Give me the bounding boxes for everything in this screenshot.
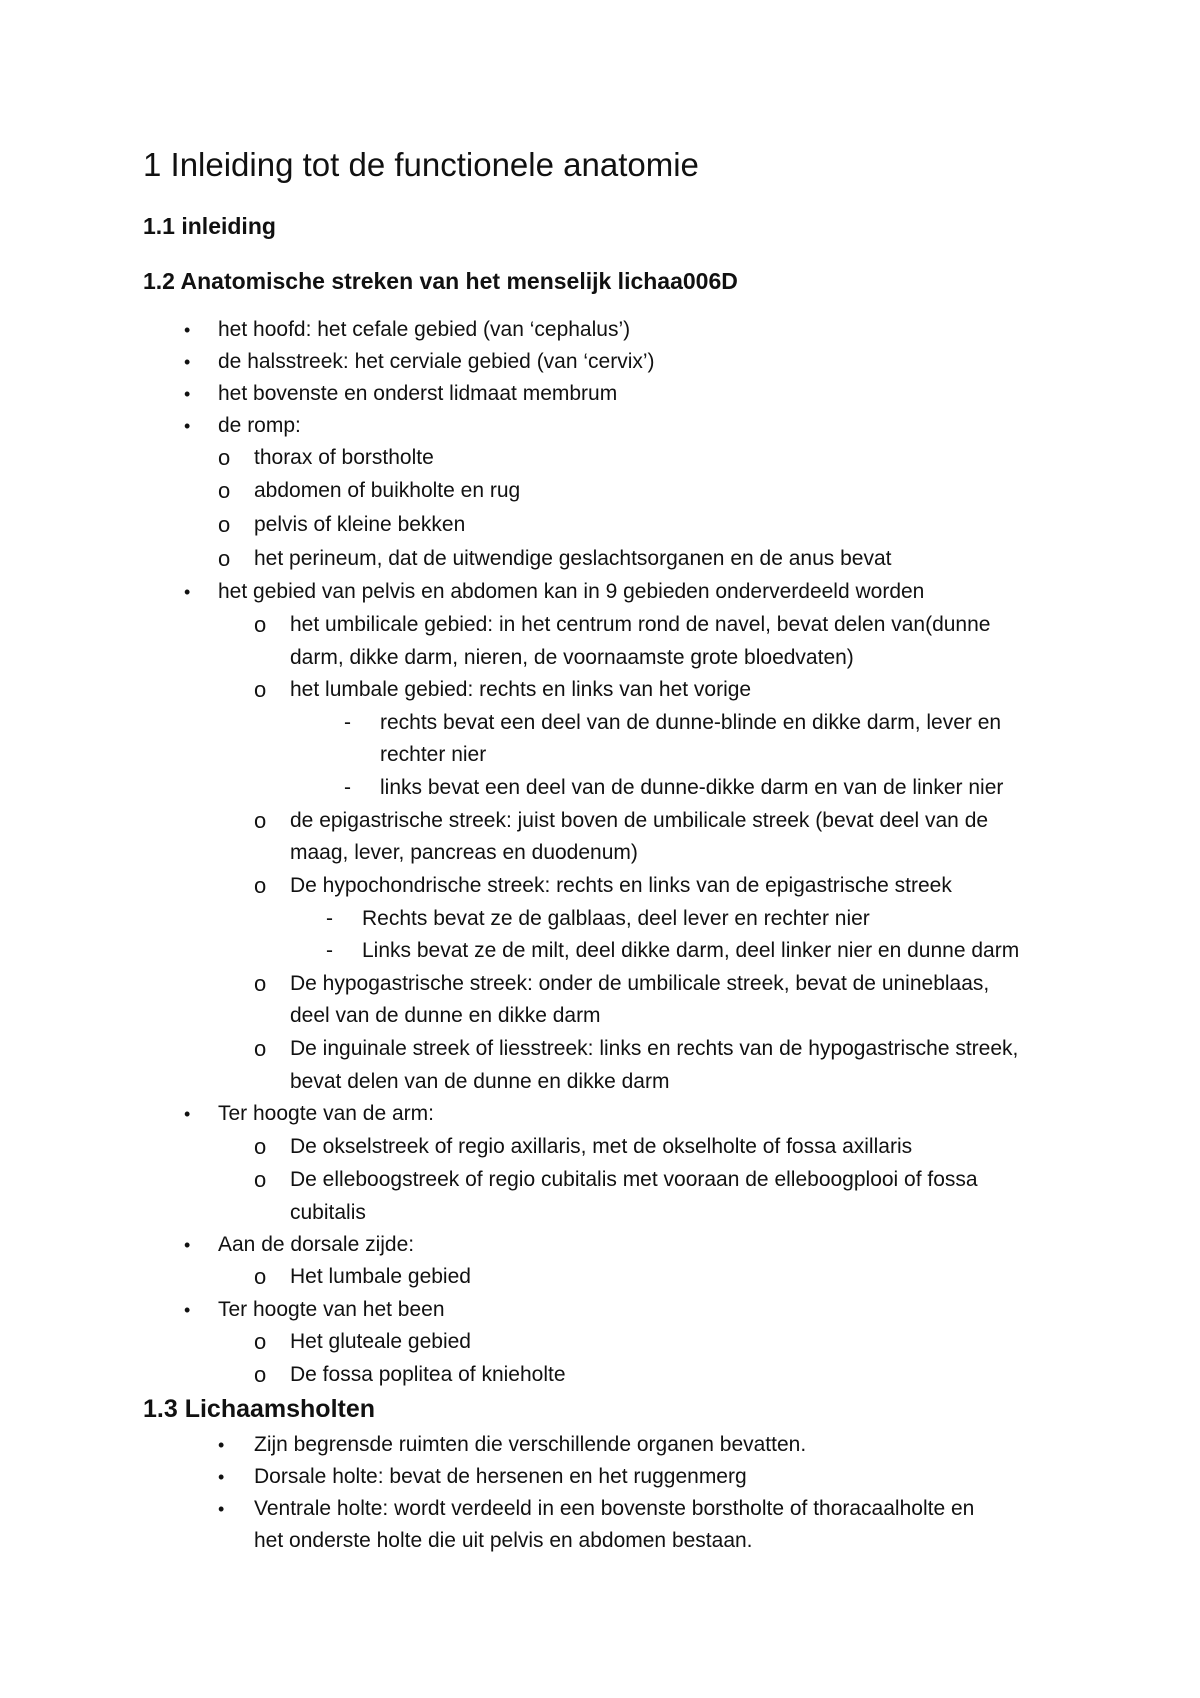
heading-1-3: 1.3 Lichaamsholten [143,1395,376,1423]
list-item: Rechts bevat ze de galblaas, deel lever en rechter nier [362,907,870,930]
circle-marker: o [254,612,267,637]
list-item: De fossa poplitea of knieholte [290,1363,566,1386]
circle-marker: o [218,546,231,571]
circle-marker: o [218,478,231,503]
bullet-marker: • [184,1104,191,1124]
bullet-marker: • [218,1499,225,1519]
list-item: abdomen of buikholte en rug [254,479,521,502]
list-item-continuation: bevat delen van de dunne en dikke darm [290,1070,670,1093]
list-item: De hypochondrische streek: rechts en links van de epigastrische streek [290,874,952,897]
list-item: Links bevat ze de milt, deel dikke darm, deel linker nier en dunne darm [362,939,1020,962]
list-item: De okselstreek of regio axillaris, met de okselholte of fossa axillaris [290,1135,913,1158]
list-item: het gebied van pelvis en abdomen kan in 9 gebieden onderverdeeld worden [218,580,925,603]
list-item: thorax of borstholte [254,446,434,469]
list-item: het umbilicale gebied: in het centrum rond de navel, bevat delen van(dunne [290,613,991,636]
dash-marker: - [344,776,351,799]
list-item: het perineum, dat de uitwendige geslachtsorganen en de anus bevat [254,547,892,570]
list-item-continuation: rechter nier [380,743,487,766]
circle-marker: o [254,1329,267,1354]
list-item: Het gluteale gebied [290,1330,471,1353]
bullet-marker: • [184,320,191,340]
document-title: 1 Inleiding tot de functionele anatomie [143,146,699,183]
list-item: Dorsale holte: bevat de hersenen en het ruggenmerg [254,1465,747,1488]
bullet-marker: • [184,352,191,372]
list-item: Zijn begrensde ruimten die verschillende organen bevatten. [254,1433,807,1456]
circle-marker: o [254,808,267,833]
list-item-continuation: maag, lever, pancreas en duodenum) [290,841,638,864]
bullet-marker: • [218,1435,225,1455]
circle-marker: o [254,873,267,898]
list-item: Het lumbale gebied [290,1265,471,1288]
bullet-marker: • [184,1235,191,1255]
dash-marker: - [326,907,333,930]
list-item: Ter hoogte van het been [218,1298,445,1321]
list-item: de halsstreek: het cerviale gebied (van ‘cervix’) [218,350,655,373]
dash-marker: - [344,711,351,734]
list-item: Ventrale holte: wordt verdeeld in een bovenste borstholte of thoracaalholte en [254,1497,975,1520]
bullet-marker: • [218,1467,225,1487]
list-item: de romp: [218,414,301,437]
circle-marker: o [218,445,231,470]
heading-1-1: 1.1 inleiding [143,213,276,239]
list-item: De hypogastrische streek: onder de umbilicale streek, bevat de unineblaas, [290,972,990,995]
circle-marker: o [254,1362,267,1387]
list-item: Ter hoogte van de arm: [218,1102,434,1125]
list-item-continuation: deel van de dunne en dikke darm [290,1004,601,1027]
circle-marker: o [254,971,267,996]
list-item: De inguinale streek of liesstreek: links en rechts van de hypogastrische streek, [290,1037,1019,1060]
bullet-marker: • [184,384,191,404]
circle-marker: o [254,1036,267,1061]
list-item: rechts bevat een deel van de dunne-blinde en dikke darm, lever en [380,711,1002,734]
list-item: het bovenste en onderst lidmaat membrum [218,382,618,405]
bullet-marker: • [184,1300,191,1320]
bullet-marker: • [184,416,191,436]
list-item: het hoofd: het cefale gebied (van ‘cephalus’) [218,318,631,341]
list-item: De elleboogstreek of regio cubitalis met vooraan de elleboogplooi of fossa [290,1168,978,1191]
bullet-marker: • [184,582,191,602]
list-item: Aan de dorsale zijde: [218,1233,415,1256]
dash-marker: - [326,939,333,962]
list-item-continuation: cubitalis [290,1201,366,1224]
circle-marker: o [254,1264,267,1289]
list-item-continuation: het onderste holte die uit pelvis en abdomen bestaan. [254,1529,753,1552]
circle-marker: o [218,512,231,537]
heading-1-2: 1.2 Anatomische streken van het menselijk lichaa006D [143,268,738,294]
list-item: pelvis of kleine bekken [254,513,466,536]
circle-marker: o [254,677,267,702]
list-item-continuation: darm, dikke darm, nieren, de voornaamste grote bloedvaten) [290,646,854,669]
circle-marker: o [254,1134,267,1159]
list-item: links bevat een deel van de dunne-dikke darm en van de linker nier [380,776,1004,799]
circle-marker: o [254,1167,267,1192]
list-item: het lumbale gebied: rechts en links van het vorige [290,678,752,701]
list-item: de epigastrische streek: juist boven de umbilicale streek (bevat deel van de [290,809,989,832]
